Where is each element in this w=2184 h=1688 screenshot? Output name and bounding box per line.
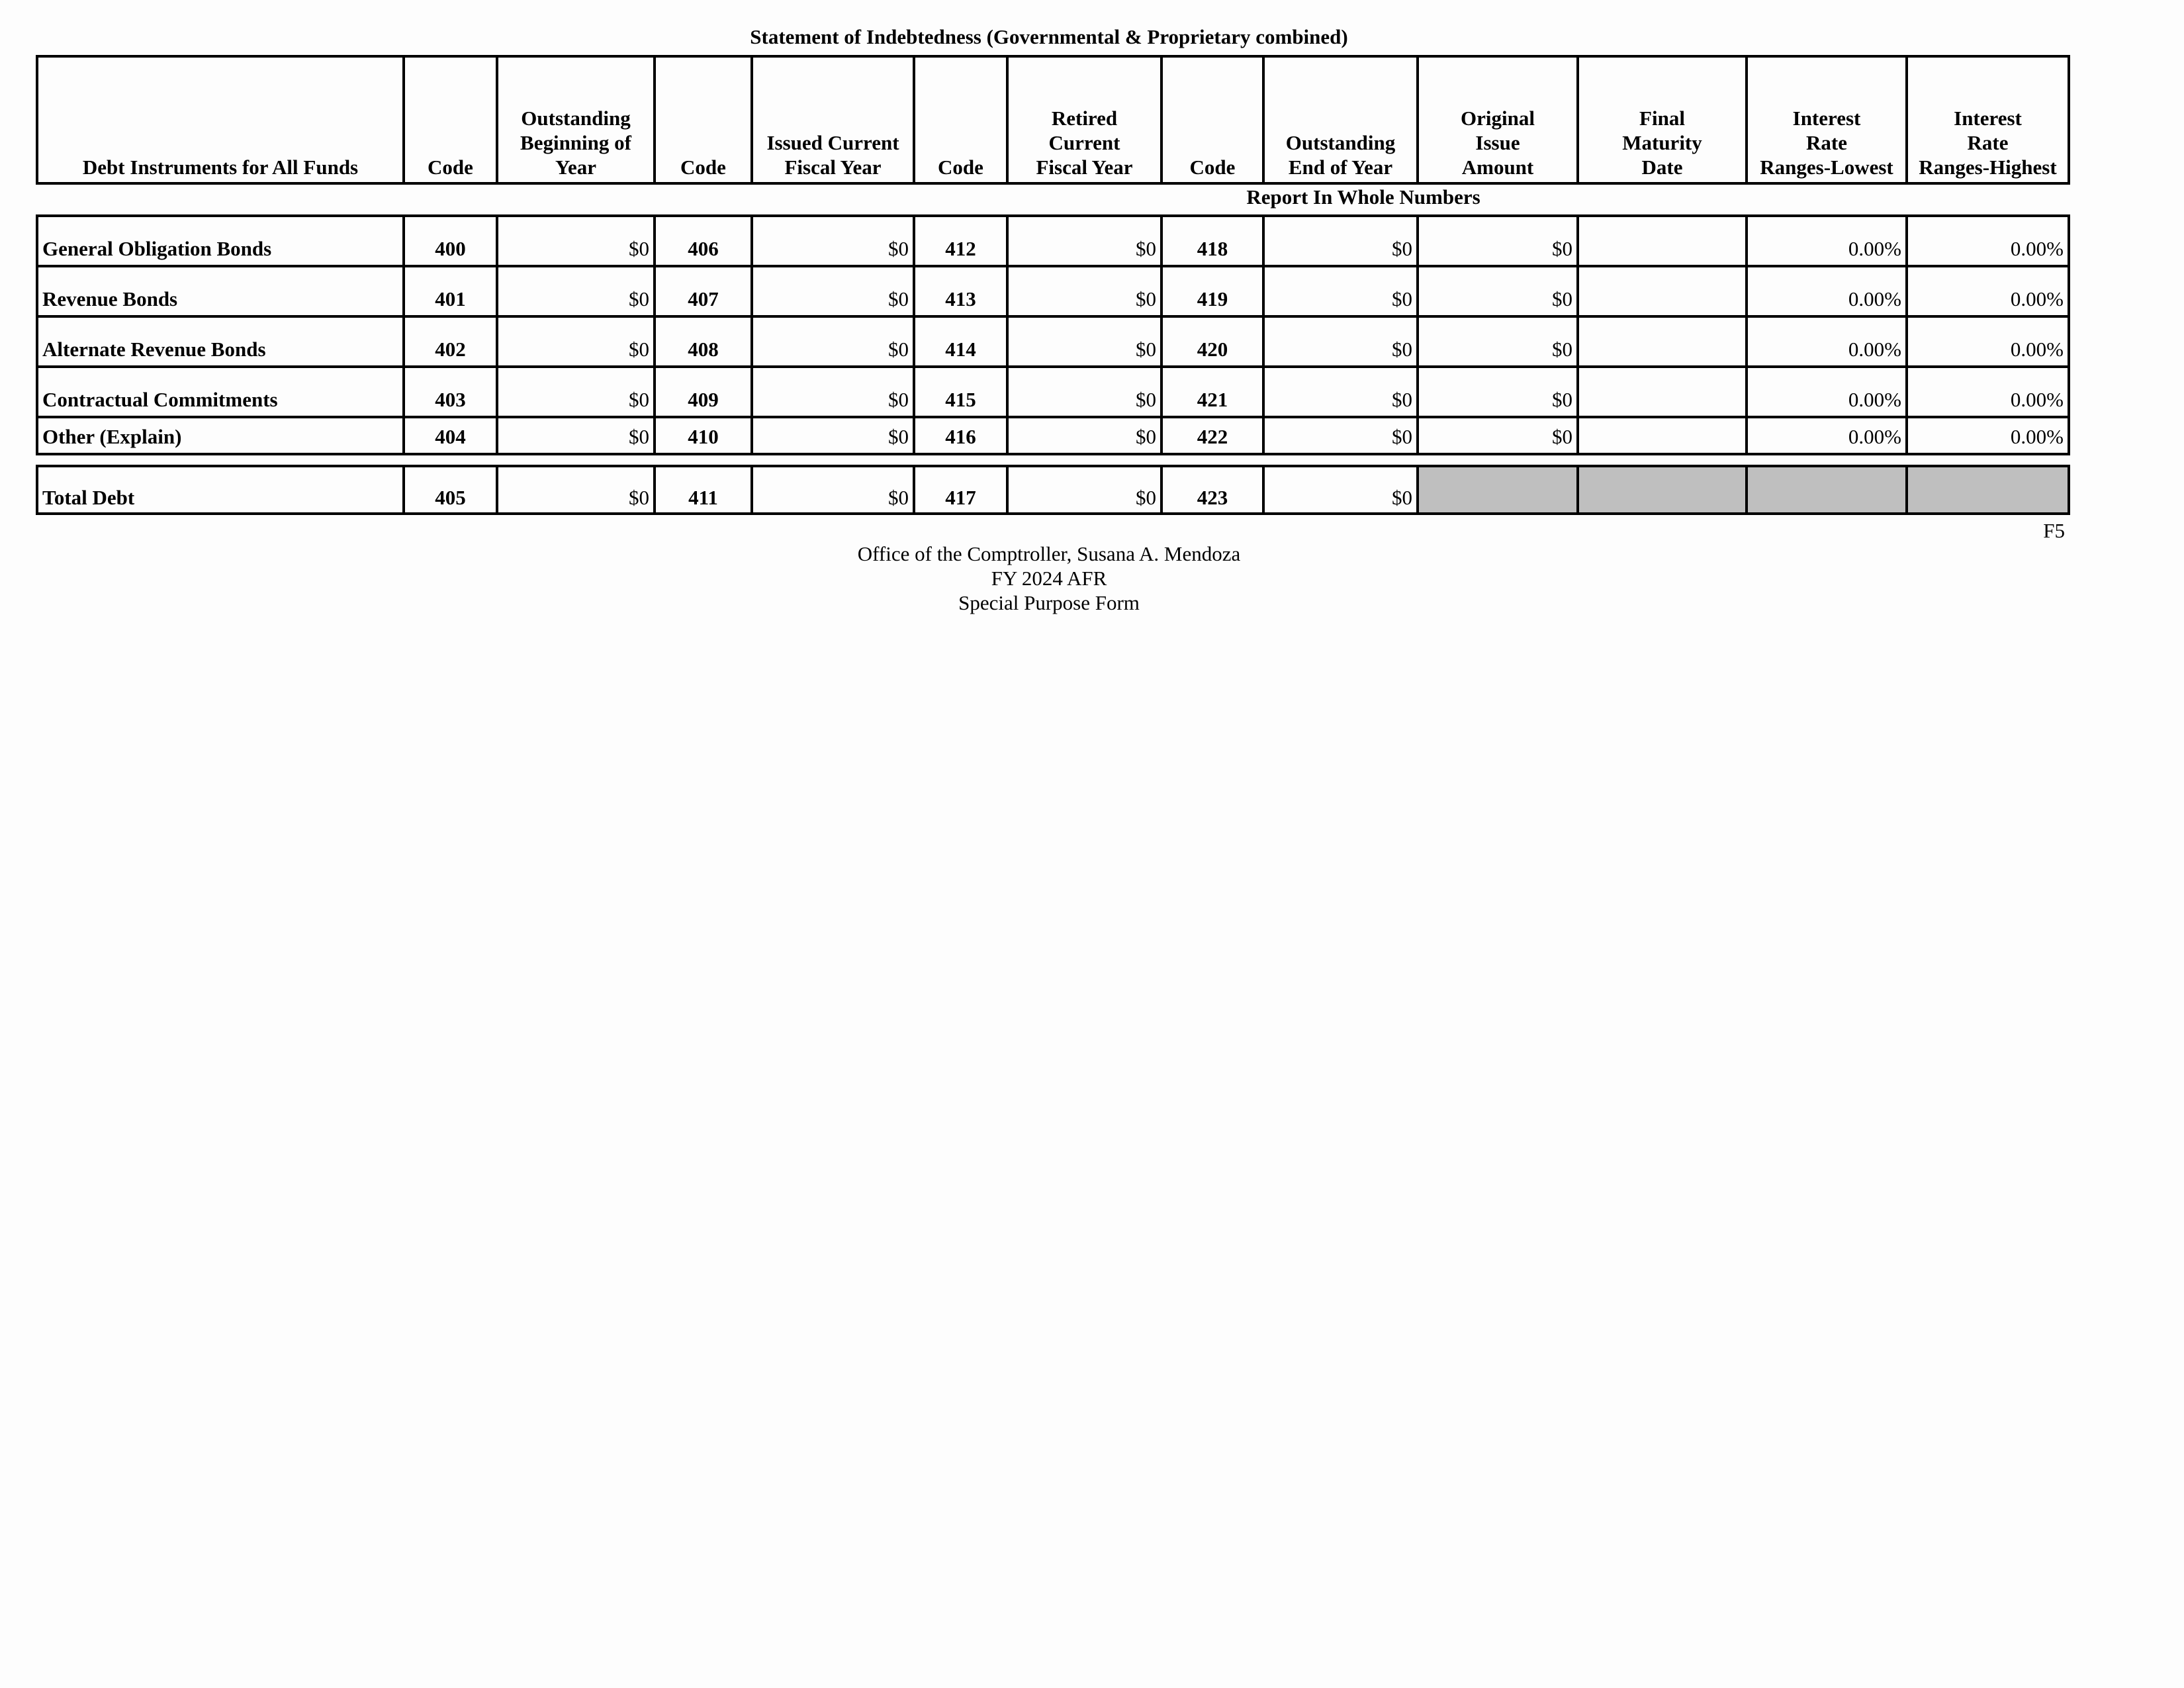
original-issue-value[interactable]: $0 xyxy=(1418,316,1578,367)
row-code: 401 xyxy=(404,266,497,316)
row-code: 405 xyxy=(404,466,497,514)
shaded-cell xyxy=(1907,466,2069,514)
row-code: 420 xyxy=(1161,316,1263,367)
row-code: 410 xyxy=(655,417,752,454)
header-original-issue: Original Issue Amount xyxy=(1418,56,1578,183)
row-code: 413 xyxy=(914,266,1007,316)
row-label: Alternate Revenue Bonds xyxy=(37,316,404,367)
interest-highest-value[interactable]: 0.00% xyxy=(1907,316,2069,367)
row-code: 411 xyxy=(655,466,752,514)
shaded-cell xyxy=(1578,466,1747,514)
issued-current-value[interactable]: $0 xyxy=(752,367,914,417)
row-code: 419 xyxy=(1161,266,1263,316)
retired-current-value[interactable]: $0 xyxy=(1007,316,1161,367)
total-issued-current: $0 xyxy=(752,466,914,514)
outstanding-beginning-value[interactable]: $0 xyxy=(497,216,655,266)
outstanding-end-value[interactable]: $0 xyxy=(1263,367,1418,417)
outstanding-end-value[interactable]: $0 xyxy=(1263,216,1418,266)
retired-current-value[interactable]: $0 xyxy=(1007,417,1161,454)
outstanding-end-value[interactable]: $0 xyxy=(1263,316,1418,367)
shaded-cell xyxy=(1747,466,1907,514)
row-code: 412 xyxy=(914,216,1007,266)
header-code: Code xyxy=(914,56,1007,183)
row-code: 408 xyxy=(655,316,752,367)
header-outstanding-end: Outstanding End of Year xyxy=(1263,56,1418,183)
row-code: 423 xyxy=(1161,466,1263,514)
original-issue-value[interactable]: $0 xyxy=(1418,266,1578,316)
issued-current-value[interactable]: $0 xyxy=(752,316,914,367)
issued-current-value[interactable]: $0 xyxy=(752,216,914,266)
row-code: 402 xyxy=(404,316,497,367)
header-interest-highest: Interest Rate Ranges-Highest xyxy=(1907,56,2069,183)
row-label: Revenue Bonds xyxy=(37,266,404,316)
outstanding-end-value[interactable]: $0 xyxy=(1263,417,1418,454)
total-outstanding-beginning: $0 xyxy=(497,466,655,514)
total-outstanding-end: $0 xyxy=(1263,466,1418,514)
total-label: Total Debt xyxy=(37,466,404,514)
row-code: 406 xyxy=(655,216,752,266)
header-issued-current: Issued Current Fiscal Year xyxy=(752,56,914,183)
interest-highest-value[interactable]: 0.00% xyxy=(1907,417,2069,454)
retired-current-value[interactable]: $0 xyxy=(1007,266,1161,316)
interest-lowest-value[interactable]: 0.00% xyxy=(1747,216,1907,266)
row-code: 404 xyxy=(404,417,497,454)
outstanding-beginning-value[interactable]: $0 xyxy=(497,266,655,316)
final-maturity-value[interactable] xyxy=(1578,216,1747,266)
header-code: Code xyxy=(404,56,497,183)
row-code: 407 xyxy=(655,266,752,316)
shaded-cell xyxy=(1418,466,1578,514)
outstanding-beginning-value[interactable]: $0 xyxy=(497,417,655,454)
footer-office: Office of the Comptroller, Susana A. Mendoza xyxy=(857,542,1241,565)
retired-current-value[interactable]: $0 xyxy=(1007,367,1161,417)
header-code: Code xyxy=(1161,56,1263,183)
footer xyxy=(0,541,2098,615)
final-maturity-value[interactable] xyxy=(1578,367,1747,417)
row-label: General Obligation Bonds xyxy=(37,216,404,266)
total-row xyxy=(37,466,2069,514)
table-row xyxy=(37,216,2069,266)
report-note: Report In Whole Numbers xyxy=(1246,185,1480,209)
form-id: F5 xyxy=(2043,519,2065,542)
issued-current-value[interactable]: $0 xyxy=(752,417,914,454)
header-code: Code xyxy=(655,56,752,183)
table-row xyxy=(37,367,2069,417)
table-row xyxy=(37,417,2069,454)
retired-current-value[interactable]: $0 xyxy=(1007,216,1161,266)
interest-highest-value[interactable]: 0.00% xyxy=(1907,367,2069,417)
header-row xyxy=(37,56,2069,183)
issued-current-value[interactable]: $0 xyxy=(752,266,914,316)
row-label: Other (Explain) xyxy=(37,417,404,454)
total-table xyxy=(36,465,2070,515)
row-code: 409 xyxy=(655,367,752,417)
interest-lowest-value[interactable]: 0.00% xyxy=(1747,417,1907,454)
final-maturity-value[interactable] xyxy=(1578,417,1747,454)
row-code: 422 xyxy=(1161,417,1263,454)
outstanding-beginning-value[interactable]: $0 xyxy=(497,316,655,367)
table-row xyxy=(37,266,2069,316)
header-debt-instruments: Debt Instruments for All Funds xyxy=(37,56,404,183)
original-issue-value[interactable]: $0 xyxy=(1418,417,1578,454)
outstanding-end-value[interactable]: $0 xyxy=(1263,266,1418,316)
original-issue-value[interactable]: $0 xyxy=(1418,216,1578,266)
interest-lowest-value[interactable]: 0.00% xyxy=(1747,316,1907,367)
footer-fiscal-year: FY 2024 AFR xyxy=(991,567,1107,590)
interest-highest-value[interactable]: 0.00% xyxy=(1907,216,2069,266)
row-code: 416 xyxy=(914,417,1007,454)
header-interest-lowest: Interest Rate Ranges-Lowest xyxy=(1747,56,1907,183)
final-maturity-value[interactable] xyxy=(1578,266,1747,316)
outstanding-beginning-value[interactable]: $0 xyxy=(497,367,655,417)
row-code: 418 xyxy=(1161,216,1263,266)
interest-lowest-value[interactable]: 0.00% xyxy=(1747,367,1907,417)
table-row xyxy=(37,316,2069,367)
debt-table xyxy=(36,214,2070,455)
row-code: 415 xyxy=(914,367,1007,417)
header-outstanding-beginning: Outstanding Beginning of Year xyxy=(497,56,655,183)
header-final-maturity: Final Maturity Date xyxy=(1578,56,1747,183)
row-code: 400 xyxy=(404,216,497,266)
header-retired-current: Retired Current Fiscal Year xyxy=(1007,56,1161,183)
interest-highest-value[interactable]: 0.00% xyxy=(1907,266,2069,316)
row-label: Contractual Commitments xyxy=(37,367,404,417)
row-code: 414 xyxy=(914,316,1007,367)
footer-form-type: Special Purpose Form xyxy=(958,591,1140,614)
row-code: 403 xyxy=(404,367,497,417)
row-code: 417 xyxy=(914,466,1007,514)
row-code: 421 xyxy=(1161,367,1263,417)
final-maturity-value[interactable] xyxy=(1578,316,1747,367)
header-table xyxy=(36,55,2070,185)
original-issue-value[interactable]: $0 xyxy=(1418,367,1578,417)
interest-lowest-value[interactable]: 0.00% xyxy=(1747,266,1907,316)
total-retired-current: $0 xyxy=(1007,466,1161,514)
form-title: Statement of Indebtedness (Governmental & Proprietary combined) xyxy=(750,25,1348,48)
